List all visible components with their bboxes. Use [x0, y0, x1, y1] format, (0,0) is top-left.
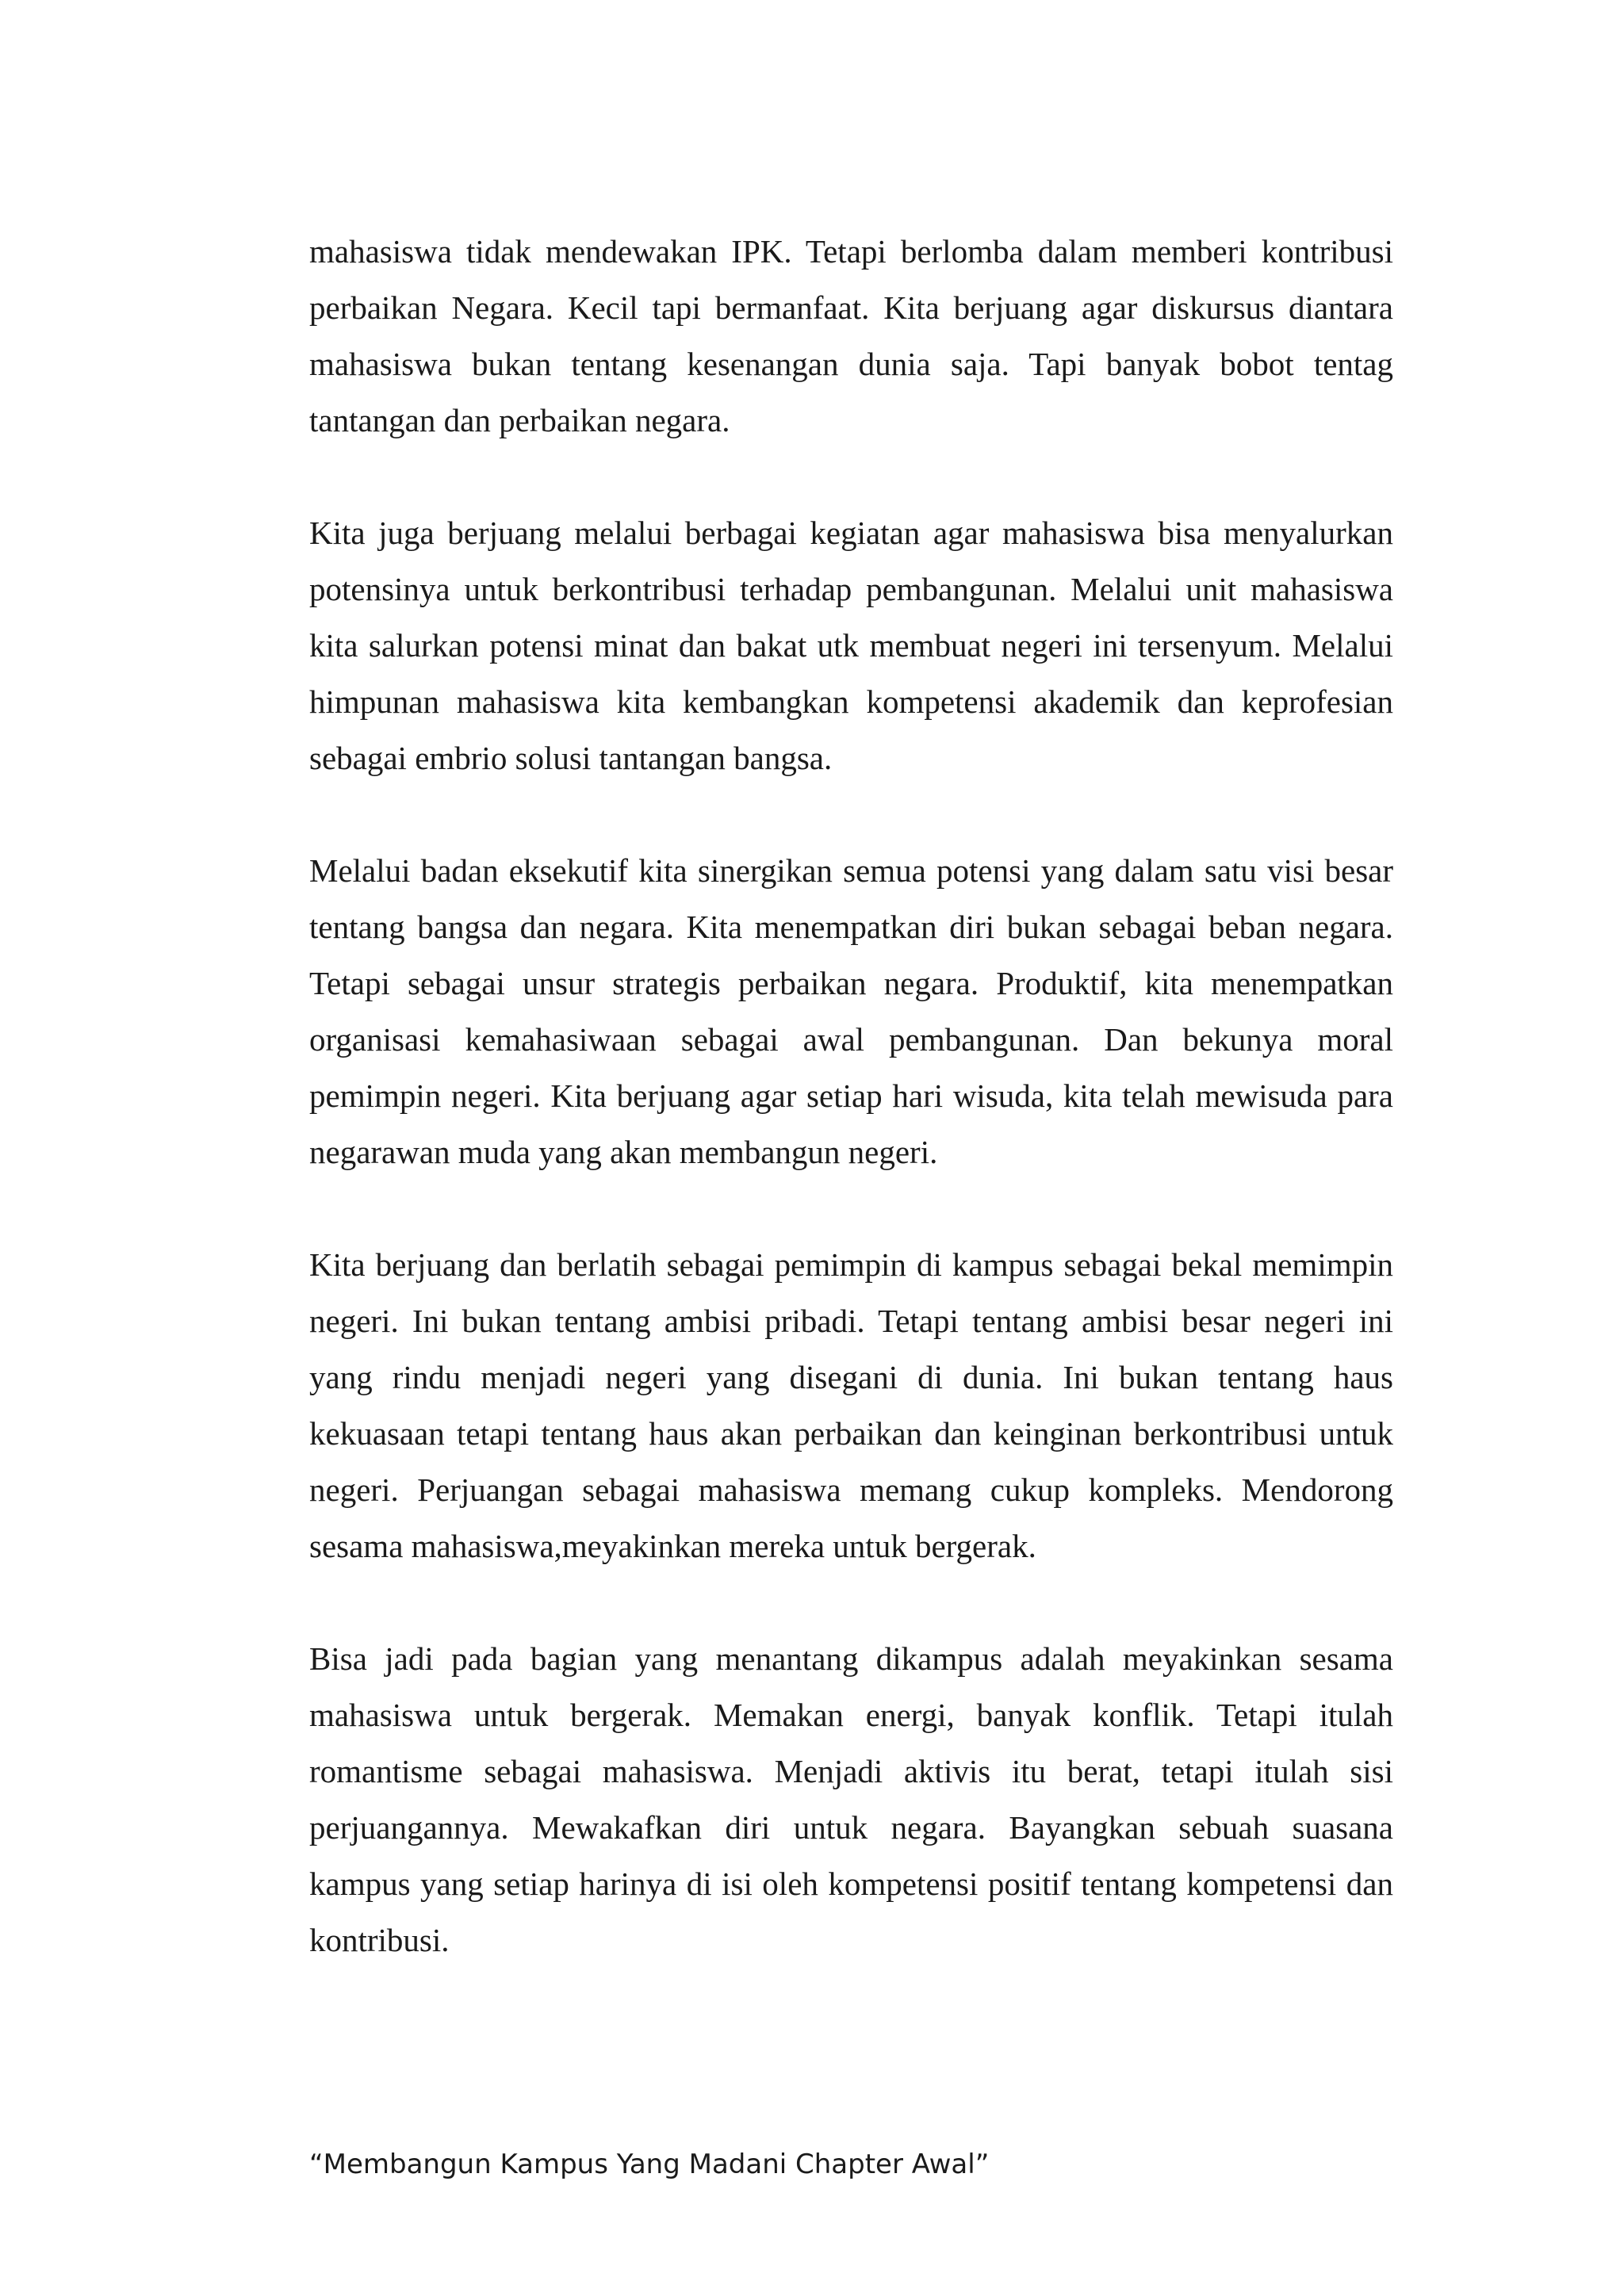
- document-body: [309, 224, 1393, 1969]
- page-footer: “Membangun Kampus Yang Madani Chapter Awal”: [309, 2149, 990, 2180]
- paragraph-5: Bisa jadi pada bagian yang menantang dikampus adalah meyakinkan sesama mahasiswa untuk bergerak. Memakan energi, banyak konflik. Tetapi itulah romantisme sebagai mahasiswa. Menjadi aktivis itu berat, tetapi itulah sisi perjuangannya. Mewakafkan diri untuk negara. Bayangkan sebuah suasana kampus yang setiap harinya di isi oleh kompetensi positif tentang kompetensi dan kontribusi.: [309, 1640, 1393, 1958]
- paragraph-2: Kita juga berjuang melalui berbagai kegiatan agar mahasiswa bisa menyalurkan potensinya untuk berkontribusi terhadap pembangunan. Melalui unit mahasiswa kita salurkan potensi minat dan bakat utk membuat negeri ini tersenyum. Melalui himpunan mahasiswa kita kembangkan kompetensi akademik dan keprofesian sebagai embrio solusi tantangan bangsa.: [309, 515, 1393, 776]
- paragraph-1: mahasiswa tidak mendewakan IPK. Tetapi berlomba dalam memberi kontribusi perbaikan Negara. Kecil tapi bermanfaat. Kita berjuang agar diskursus diantara mahasiswa bukan tentang kesenangan dunia saja. Tapi banyak bobot tentag tantangan dan perbaikan negara.: [309, 233, 1393, 438]
- paragraph-4: Kita berjuang dan berlatih sebagai pemimpin di kampus sebagai bekal memimpin negeri. Ini bukan tentang ambisi pribadi. Tetapi tentang ambisi besar negeri ini yang rindu menjadi negeri yang disegani di dunia. Ini bukan tentang haus kekuasaan tetapi tentang haus akan perbaikan dan keinginan berkontribusi untuk negeri. Perjuangan sebagai mahasiswa memang cukup kompleks. Mendorong sesama mahasiswa,meyakinkan mereka untuk bergerak.: [309, 1246, 1393, 1564]
- paragraph-3: Melalui badan eksekutif kita sinergikan semua potensi yang dalam satu visi besar tentang bangsa dan negara. Kita menempatkan diri bukan sebagai beban negara. Tetapi sebagai unsur strategis perbaikan negara. Produktif, kita menempatkan organisasi kemahasiwaan sebagai awal pembangunan. Dan bekunya moral pemimpin negeri. Kita berjuang agar setiap hari wisuda, kita telah mewisuda para negarawan muda yang akan membangun negeri.: [309, 852, 1393, 1170]
